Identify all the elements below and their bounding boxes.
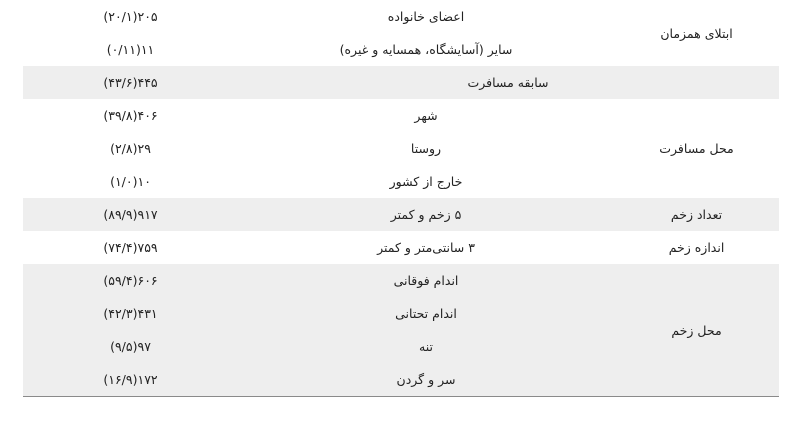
- group-wound-size: [23, 231, 779, 264]
- row-label: ۳ سانتی‌متر و کمتر: [377, 240, 475, 255]
- category-label: محل زخم: [671, 322, 722, 338]
- row-value: ۹۷(۹/۵): [110, 339, 151, 354]
- group-travel-location: [23, 99, 779, 198]
- row-value: ۶۰۶(۵۹/۴): [103, 273, 158, 288]
- category-label: تعداد زخم: [670, 207, 723, 222]
- row-label: اندام فوقانی: [393, 273, 459, 288]
- row-label: خارج از کشور: [389, 174, 463, 189]
- category-label: محل مسافرت: [659, 141, 734, 156]
- row-value: ۲۰۵(۲۰/۱): [103, 9, 158, 24]
- row-label: سر و گردن: [396, 372, 456, 387]
- category-label: اندازه زخم: [668, 240, 725, 255]
- row-label: ۵ زخم و کمتر: [390, 207, 462, 222]
- row-label: سابقه مسافرت: [467, 75, 549, 90]
- row-label: تنه: [419, 339, 433, 354]
- row-label: شهر: [414, 108, 438, 123]
- row-value: ۷۵۹(۷۴/۴): [103, 240, 158, 255]
- row-label: سایر (آسایشگاه، همسایه و غیره): [339, 42, 513, 57]
- row-label: اعضای خانواده: [387, 9, 465, 24]
- row-label: روستا: [410, 141, 442, 156]
- group-wound-count: [23, 198, 779, 231]
- row-value: ۱۷۲(۱۶/۹): [103, 372, 158, 387]
- group-travel-history: [23, 66, 779, 99]
- row-value: ۱۰(۱/۰): [110, 174, 151, 189]
- row-value: ۴۰۶(۳۹/۸): [103, 108, 158, 123]
- group-wound-location: [23, 264, 779, 396]
- row-value: ۲۹(۲/۸): [110, 141, 151, 156]
- table-row: [23, 66, 779, 99]
- category-label: ابتلای همزمان: [660, 25, 733, 41]
- row-label: اندام تحتانی: [395, 306, 457, 321]
- row-value: ۴۴۵(۴۳/۶): [103, 75, 158, 90]
- data-table: [23, 0, 779, 397]
- group-concurrent-infection: [23, 0, 779, 66]
- row-value: ۹۱۷(۸۹/۹): [103, 207, 158, 222]
- row-value: ۴۳۱(۴۲/۳): [103, 306, 158, 321]
- row-value: ۱۱(۰/۱۱): [106, 42, 155, 57]
